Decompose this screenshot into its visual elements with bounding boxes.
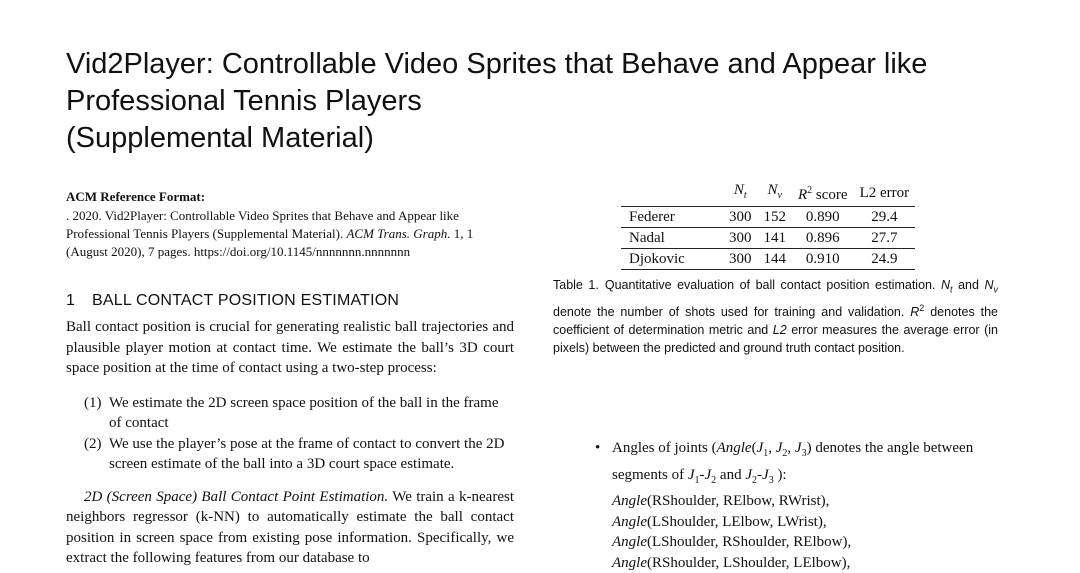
table-row [621, 207, 915, 228]
paper-title [66, 46, 1026, 157]
table-row [621, 228, 915, 249]
step-text: We use the player’s pose at the frame of contact to convert the 2D screen estimate of the ball into a 3D court space estimate. [109, 436, 504, 473]
cell-nt: 300 [723, 228, 758, 249]
cell-r2: 0.896 [792, 228, 854, 249]
table-header-row [621, 180, 915, 207]
list-item [66, 393, 514, 434]
step-marker: (2) [84, 434, 102, 455]
step-text: We estimate the 2D screen space position of the ball in the frame of contact [109, 395, 499, 432]
list-item [66, 434, 514, 475]
column-header-empty [621, 180, 723, 207]
cell-l2: 27.7 [854, 228, 916, 249]
column-header-nt: $N_t$ [723, 180, 758, 207]
row-name: Nadal [621, 228, 723, 249]
row-name: Federer [621, 207, 723, 228]
cell-nt: 300 [723, 207, 758, 228]
angle-item: Angle(LShoulder, RShoulder, RElbow), [612, 532, 1003, 553]
steps-list [66, 393, 514, 475]
reference-text [66, 207, 514, 261]
subsection-text: We train a k-nearest neighbors regressor (k-NN) to automatically estimate the ball contact position in screen space from existing pose information. Specifically, we extract the following features from our database to [66, 489, 514, 567]
angle-item: Angle(RShoulder, RElbow, RWrist), [612, 491, 1003, 512]
step-marker: (1) [84, 393, 102, 414]
cell-nv: 141 [758, 228, 793, 249]
list-item [593, 438, 1003, 573]
section-heading [66, 291, 514, 311]
left-column [66, 186, 514, 569]
angle-item: Angle(RShoulder, LShoulder, LElbow), [612, 553, 1003, 573]
results-table [621, 180, 915, 270]
cell-nv: 144 [758, 249, 793, 270]
title-line-2: Professional Tennis Players [66, 83, 1026, 120]
angle-item: Angle(LShoulder, LElbow, LWrist), [612, 512, 1003, 533]
cell-nt: 300 [723, 249, 758, 270]
feature-bullets [593, 438, 1003, 573]
cell-l2: 24.9 [854, 249, 916, 270]
section-intro: Ball contact position is crucial for generating realistic ball trajectories and plausible player motion at contact time. We estimate the ball’s 3D court space position at the time of contact using a two-step process: [66, 317, 514, 379]
reference-heading: ACM Reference Format: [66, 188, 514, 206]
cell-nv: 152 [758, 207, 793, 228]
column-header-l2: L2 error [854, 180, 916, 207]
row-name: Djokovic [621, 249, 723, 270]
bullet-intro-line2: segments of $J_1-J_2$ and $J_2-J_3$ ): [612, 465, 1003, 492]
bullet-icon: • [595, 438, 600, 459]
bullet-intro-line1: Angles of joints ($Angle(J_1$, $J_2$, $J_3$) denotes the angle between [612, 438, 1003, 465]
section-title: BALL CONTACT POSITION ESTIMATION [92, 292, 399, 309]
cell-r2: 0.910 [792, 249, 854, 270]
column-header-nv: $N_v$ [758, 180, 793, 207]
table-row [621, 249, 915, 270]
cell-r2: 0.890 [792, 207, 854, 228]
table-caption: Table 1. Quantitative evaluation of ball contact position estimation. $N_t$ and $N_v$ denote the number of shots used for training and validation. $R^2$ denotes the coefficient of determination metric and L2 error measures the average error (in pixels) between the predicted and ground truth contact position. [553, 276, 998, 357]
caption-label: Table 1. [553, 278, 599, 292]
right-column [553, 180, 998, 357]
subsection-title: 2D (Screen Space) Ball Contact Point Estimation. [84, 489, 388, 505]
reference-text-a: . 2020. Vid2Player: Controllable Video Sprites that Behave and Appear like Professional Tennis Players (Supplemental Material). [66, 208, 459, 241]
title-line-1: Vid2Player: Controllable Video Sprites that Behave and Appear like [66, 46, 1026, 83]
reference-text-b: 1, 1 (August 2020), 7 pages. https://doi.org/10.1145/nnnnnnn.nnnnnnn [66, 226, 473, 259]
subsection-paragraph [66, 487, 514, 569]
reference-journal: ACM Trans. Graph. [346, 226, 450, 241]
section-number: 1 [66, 291, 92, 311]
title-line-3: (Supplemental Material) [66, 120, 1026, 157]
cell-l2: 29.4 [854, 207, 916, 228]
column-header-r2: $R^2$ score [792, 180, 854, 207]
